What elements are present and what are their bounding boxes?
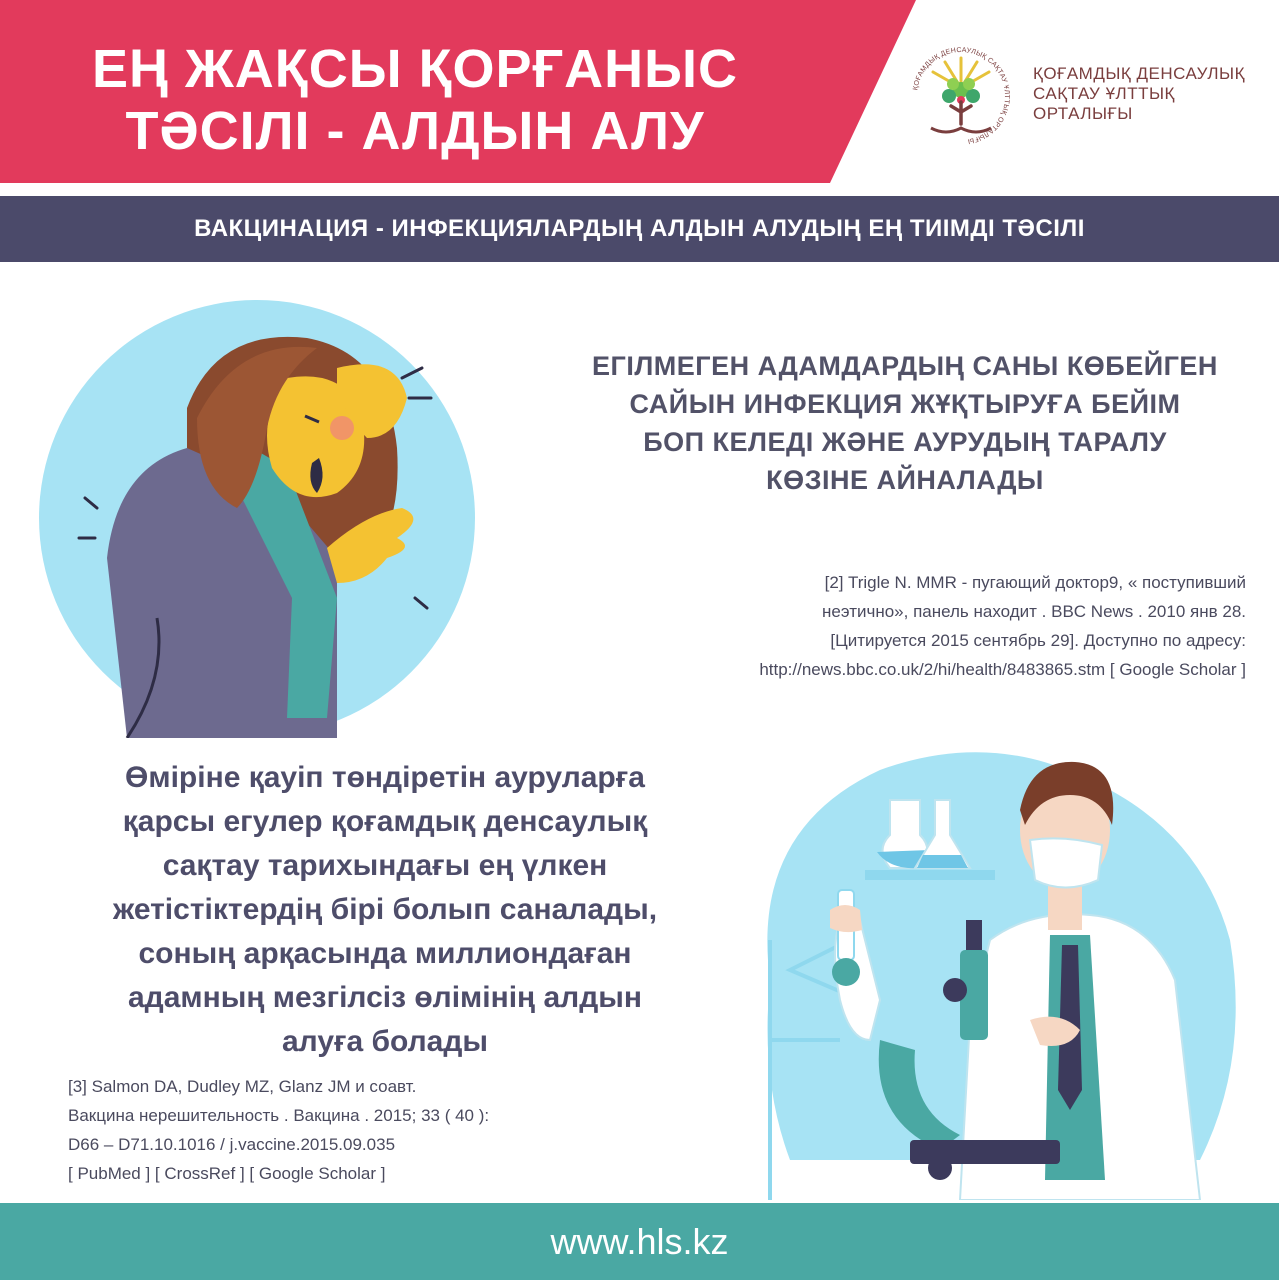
main-text-line: қарсы егулер қоғамдық денсаулық: [122, 805, 648, 838]
organization-name-line: ҚОҒАМДЫҚ ДЕНСАУЛЫҚ: [1033, 64, 1245, 83]
main-text-line: соның арқасында миллиондаған: [138, 937, 632, 970]
reference-2: [560, 568, 1246, 684]
main-text-line: сақтау тарихындағы ең үлкен: [162, 849, 608, 882]
statement-heading: [560, 347, 1250, 499]
reference-line: D66 – D71.10.1016 / j.vaccine.2015.09.035: [68, 1135, 396, 1154]
main-text-line: адамның мезгілсіз өлімінің алдын: [127, 981, 643, 1014]
lab-scientist-microscope-illustration: [730, 740, 1250, 1200]
main-text-line: алуға болады: [281, 1025, 489, 1058]
main-text: [40, 756, 730, 1064]
reference-line: неэтично», панель находит . BBC News . 2010 янв 28.: [822, 602, 1246, 621]
emblem-ring-text: ҚОҒАМДЫҚ ДЕНСАУЛЫҚ САҚТАУ ҰЛТТЫҚ ОРТАЛЫҒЫ: [912, 46, 1011, 145]
page-title-line-2: ТӘСІЛІ - АЛДЫН АЛУ: [125, 101, 705, 161]
main-text-line: жетістіктердің бірі болып саналады,: [112, 893, 658, 926]
reference-line: [ PubMed ] [ CrossRef ] [ Google Scholar ]: [68, 1164, 386, 1183]
organization-name-line: САҚТАУ ҰЛТТЫҚ: [1033, 84, 1175, 103]
tree-emblem-icon: [905, 40, 1017, 152]
reference-line: [2] Trigle N. MMR - пугающий доктор9, « поступивший: [824, 573, 1246, 592]
subtitle-bar: [0, 196, 1279, 262]
statement-line: БОП КЕЛЕДІ ЖӘНЕ АУРУДЫҢ ТАРАЛУ: [643, 427, 1167, 457]
footer-bar: [0, 1203, 1279, 1280]
page-title: [60, 38, 770, 162]
reference-line: http://news.bbc.co.uk/2/hi/health/8483865.stm [ Google Scholar ]: [759, 660, 1246, 679]
reference-line: Вакцина нерешительность . Вакцина . 2015; 33 ( 40 ):: [68, 1106, 490, 1125]
statement-line: САЙЫН ИНФЕКЦИЯ ЖҰҚТЫРУҒА БЕЙІМ: [629, 389, 1181, 419]
reference-3: [68, 1072, 628, 1188]
page-title-line-1: ЕҢ ЖАҚСЫ ҚОРҒАНЫС: [91, 39, 739, 99]
organization-name-line: ОРТАЛЫҒЫ: [1033, 104, 1133, 123]
organization-name: [1033, 64, 1273, 124]
main-text-line: Өміріне қауіп төндіретін ауруларға: [125, 761, 645, 794]
statement-line: ЕГІЛМЕГЕН АДАМДАРДЫҢ САНЫ КӨБЕЙГЕН: [592, 351, 1218, 381]
subtitle-text: ВАКЦИНАЦИЯ - ИНФЕКЦИЯЛАРДЫҢ АЛДЫН АЛУДЫҢ ЕҢ ТИІМДІ ТӘСІЛІ: [194, 215, 1085, 242]
reference-line: [Цитируется 2015 сентябрь 29]. Доступно по адресу:: [830, 631, 1246, 650]
reference-line: [3] Salmon DA, Dudley MZ, Glanz JM и соавт.: [68, 1077, 417, 1096]
website-link[interactable]: www.hls.kz: [550, 1221, 729, 1262]
statement-line: КӨЗІНЕ АЙНАЛАДЫ: [766, 465, 1044, 495]
sick-woman-coughing-illustration: [37, 298, 477, 738]
